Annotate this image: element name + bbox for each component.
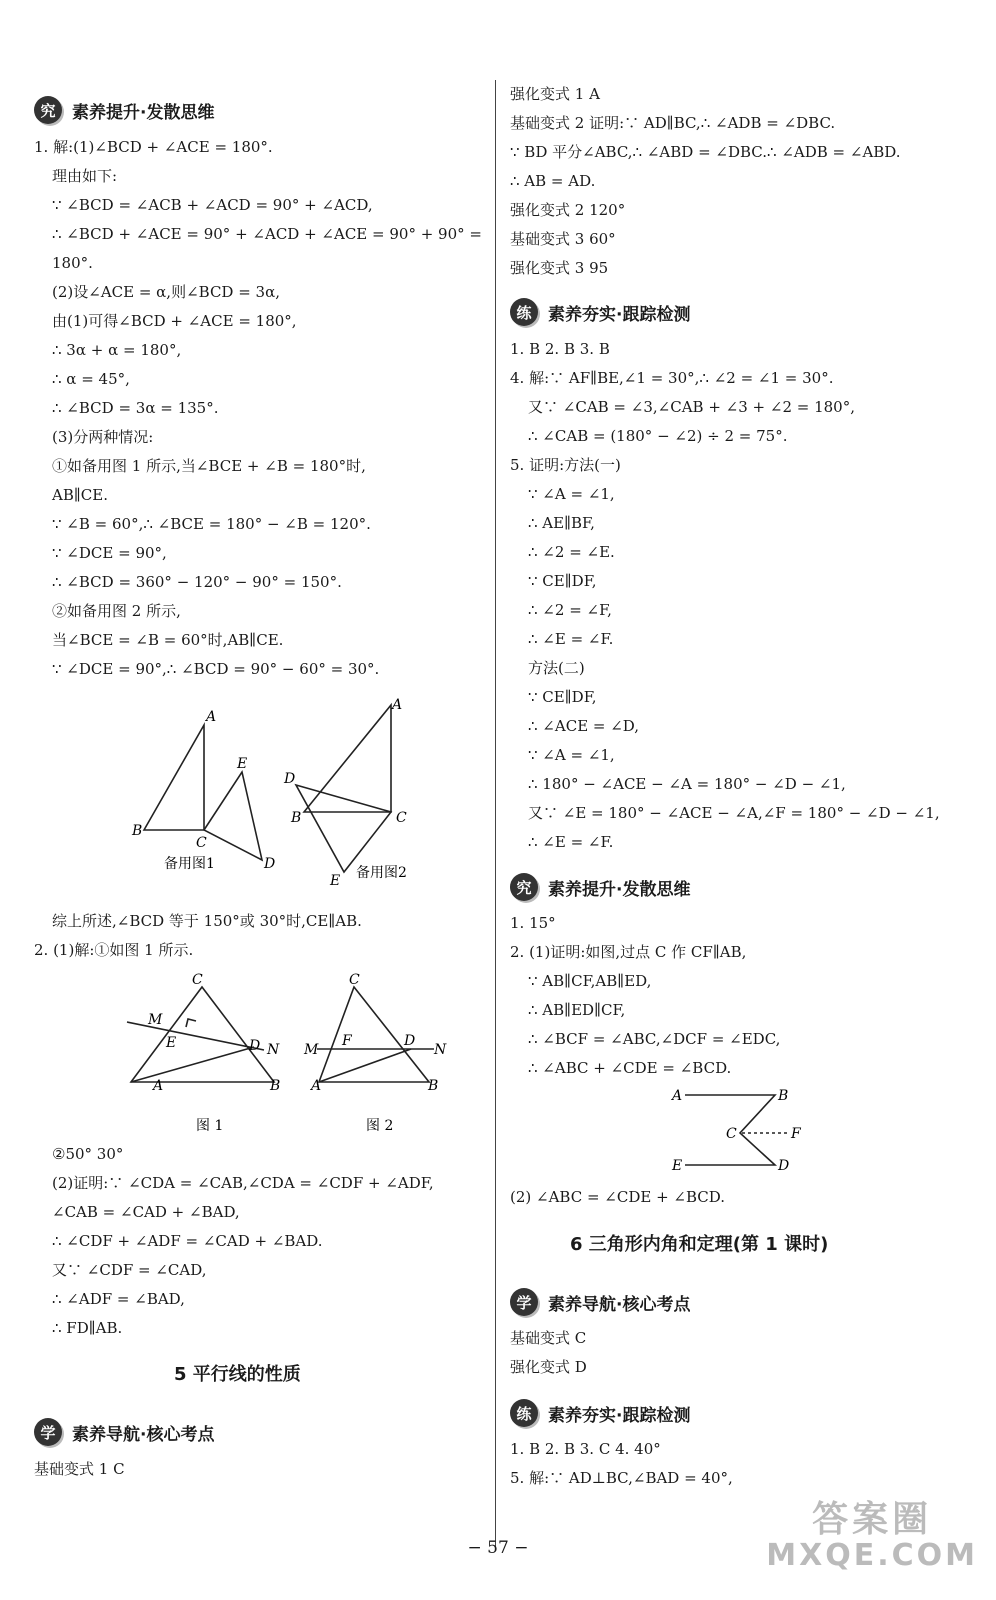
answer-line: 1. 15°: [510, 914, 556, 932]
fig1-label-a: A: [206, 709, 217, 725]
chapter-title-5: 5 平行线的性质: [174, 1364, 301, 1385]
answer-line: ∵ AB∥CF,AB∥ED,: [528, 972, 652, 990]
zigzag-label-e: E: [672, 1158, 683, 1174]
answer-line: ∴ ∠BCF = ∠ABC,∠DCF = ∠EDC,: [528, 1030, 781, 1048]
answer-line: 5. 解:∵ AD⊥BC,∠BAD = 40°,: [510, 1469, 733, 1487]
fig1-label-d: D: [264, 856, 276, 872]
answer-line: ∵ CE∥DF,: [528, 688, 597, 706]
answer-line: 2. (1)证明:如图,过点 C 作 CF∥AB,: [510, 943, 747, 961]
answer-line: 强化变式 2 120°: [510, 201, 626, 219]
answer-line: 基础变式 2 证明:∵ AD∥BC,∴ ∠ADB = ∠DBC.: [510, 114, 836, 132]
section-header-explore-2: [510, 872, 690, 902]
answer-line: ∴ 180° − ∠ACE − ∠A = 180° − ∠D − ∠1,: [528, 775, 846, 793]
answer-line: ∵ ∠A = ∠1,: [528, 485, 615, 503]
answer-line: ∴ ∠ADF = ∠BAD,: [52, 1290, 185, 1308]
zigzag-figure: [670, 1082, 820, 1177]
q2-fig1-triangle: [131, 987, 274, 1082]
fig2-label-e: E: [330, 873, 341, 889]
answer-line: ②如备用图 2 所示,: [52, 602, 181, 620]
chapter-title-6: 6 三角形内角和定理(第 1 课时): [570, 1234, 829, 1255]
answer-line: ①如备用图 1 所示,当∠BCE + ∠B = 180°时,: [52, 457, 366, 475]
q2-fig1-label-b: B: [270, 1078, 281, 1094]
q2-fig1-label-m: M: [148, 1012, 163, 1028]
section-title: 素养导航·核心考点: [548, 1294, 691, 1315]
section-title: 素养夯实·跟踪检测: [548, 1405, 691, 1426]
q2-fig1-label-c: C: [192, 972, 203, 988]
q2-fig2-label-m: M: [304, 1042, 319, 1058]
answer-line: 180°.: [52, 254, 93, 272]
answer-line: 强化变式 D: [510, 1358, 587, 1376]
q2-fig2-caption: 图 2: [366, 1118, 394, 1134]
answer-line: ∴ ∠ABC + ∠CDE = ∠BCD.: [528, 1059, 732, 1077]
answer-line: 强化变式 3 95: [510, 259, 609, 277]
answer-line: ∴ FD∥AB.: [52, 1319, 123, 1337]
answer-line: AB∥CE.: [52, 486, 108, 504]
answer-line: ∴ AE∥BF,: [528, 514, 595, 532]
q2-fig2-label-d: D: [404, 1033, 416, 1049]
answer-line: ∴ ∠BCD + ∠ACE = 90° + ∠ACD + ∠ACE = 90° + 90° =: [52, 225, 482, 243]
answer-line: 1. B 2. B 3. B: [510, 340, 610, 358]
answer-line: ∴ 3α + α = 180°,: [52, 341, 182, 359]
answer-line: 又∵ ∠CAB = ∠3,∠CAB + ∠3 + ∠2 = 180°,: [528, 398, 855, 416]
answer-line: ∴ ∠E = ∠F.: [528, 833, 614, 851]
fig2-caption: 备用图2: [356, 865, 407, 881]
backup-fig1-triangle-abc: [144, 725, 204, 830]
answer-line: ∵ ∠A = ∠1,: [528, 746, 615, 764]
fig2-label-d: D: [284, 771, 296, 787]
column-divider: [495, 80, 496, 1550]
zigzag-label-c: C: [726, 1126, 737, 1142]
q2-fig1-label-a: A: [153, 1078, 164, 1094]
section-header-practice-2: [510, 1398, 690, 1428]
section-header-explore: [34, 95, 214, 125]
answer-line: 基础变式 C: [510, 1329, 587, 1347]
watermark-logo: [766, 1499, 978, 1574]
q2-fig1-segment-ad: [131, 1047, 254, 1082]
q2-fig1-right-angle-mark: [186, 1019, 196, 1027]
zigzag-label-a: A: [672, 1088, 683, 1104]
backup-fig1-triangle-cde: [204, 772, 262, 860]
answer-line: ∠CAB = ∠CAD + ∠BAD,: [52, 1203, 240, 1221]
answer-line: ∵ BD 平分∠ABC,∴ ∠ABD = ∠DBC.∴ ∠ADB = ∠ABD.: [510, 143, 901, 161]
answer-line: (2)设∠ACE = α,则∠BCD = 3α,: [52, 283, 280, 301]
section-title: 素养夯实·跟踪检测: [548, 304, 691, 325]
answer-line: ∴ ∠2 = ∠F,: [528, 601, 612, 619]
q2-fig2-label-f: F: [342, 1033, 352, 1049]
page-number: − 57 −: [467, 1538, 529, 1558]
answer-line: ∴ AB = AD.: [510, 172, 596, 190]
q2-fig1-caption: 图 1: [196, 1118, 224, 1134]
zigzag-label-d: D: [778, 1158, 790, 1174]
answer-line: ∴ ∠CAB = (180° − ∠2) ÷ 2 = 75°.: [528, 427, 788, 445]
section-header-learn-2: [510, 1287, 690, 1317]
answer-line: ∴ ∠BCD = 360° − 120° − 90° = 150°.: [52, 573, 342, 591]
watermark-text-2: MXQE.COM: [766, 1538, 978, 1573]
answer-line: (2) ∠ABC = ∠CDE + ∠BCD.: [510, 1188, 726, 1206]
fig1-label-e: E: [237, 756, 248, 772]
section-title: 素养导航·核心考点: [72, 1424, 215, 1445]
answer-line: ∵ ∠DCE = 90°,: [52, 544, 167, 562]
section-header-practice: [510, 297, 690, 327]
answer-line: 强化变式 1 A: [510, 85, 600, 103]
section-title: 素养提升·发散思维: [72, 102, 215, 123]
q2-fig1-label-d: D: [249, 1038, 261, 1054]
answer-line: 方法(二): [528, 659, 585, 677]
q2-figures: [104, 970, 447, 1140]
answer-line: ∴ ∠CDF + ∠ADF = ∠CAD + ∠BAD.: [52, 1232, 323, 1250]
practice-badge-icon: 练: [510, 298, 538, 326]
answer-line: ∴ ∠BCD = 3α = 135°.: [52, 399, 219, 417]
answer-line: 1. B 2. B 3. C 4. 40°: [510, 1440, 661, 1458]
section-header-learn: [34, 1417, 214, 1447]
answer-line: ∵ CE∥DF,: [528, 572, 597, 590]
answer-line: 2. (1)解:①如图 1 所示.: [34, 941, 194, 959]
answer-line: 综上所述,∠BCD 等于 150°或 30°时,CE∥AB.: [52, 912, 362, 930]
answer-line: 又∵ ∠CDF = ∠CAD,: [52, 1261, 207, 1279]
answer-line: ∵ ∠BCD = ∠ACB + ∠ACD = 90° + ∠ACD,: [52, 196, 373, 214]
answer-line: 由(1)可得∠BCD + ∠ACE = 180°,: [52, 312, 297, 330]
answer-line: ∴ ∠ACE = ∠D,: [528, 717, 640, 735]
fig2-label-c: C: [396, 810, 407, 826]
q2-fig2-label-n: N: [434, 1042, 447, 1058]
answer-line: 5. 证明:方法(一): [510, 456, 621, 474]
fig2-label-a: A: [392, 697, 403, 713]
answer-line: ②50° 30°: [52, 1145, 124, 1163]
answer-line: 当∠BCE = ∠B = 60°时,AB∥CE.: [52, 631, 284, 649]
learn-badge-icon: 学: [34, 1418, 62, 1446]
answer-line: 4. 解:∵ AF∥BE,∠1 = 30°,∴ ∠2 = ∠1 = 30°.: [510, 369, 834, 387]
fig1-label-b: B: [132, 823, 143, 839]
answer-line: (2)证明:∵ ∠CDA = ∠CAB,∠CDA = ∠CDF + ∠ADF,: [52, 1174, 434, 1192]
answer-line: 又∵ ∠E = 180° − ∠ACE − ∠A,∠F = 180° − ∠D − ∠1,: [528, 804, 940, 822]
q2-fig2-label-b: B: [428, 1078, 439, 1094]
q2-fig1-label-n: N: [267, 1042, 280, 1058]
answer-line: (3)分两种情况:: [52, 428, 154, 446]
section-title: 素养提升·发散思维: [548, 879, 691, 900]
answer-line: ∴ α = 45°,: [52, 370, 130, 388]
answer-line: ∵ ∠DCE = 90°,∴ ∠BCD = 90° − 60° = 30°.: [52, 660, 380, 678]
answer-line: 基础变式 1 C: [34, 1460, 125, 1478]
zigzag-label-b: B: [778, 1088, 789, 1104]
answer-line: 基础变式 3 60°: [510, 230, 616, 248]
explore-badge-icon: 究: [510, 873, 538, 901]
answer-line: ∵ ∠B = 60°,∴ ∠BCE = 180° − ∠B = 120°.: [52, 515, 371, 533]
q2-fig2-label-a: A: [311, 1078, 322, 1094]
answer-line: ∴ ∠2 = ∠E.: [528, 543, 615, 561]
zigzag-label-f: F: [791, 1126, 801, 1142]
watermark-text-1: 答案圈: [812, 1499, 933, 1540]
answer-line: 理由如下:: [52, 167, 118, 185]
q2-fig1-label-e: E: [166, 1035, 177, 1051]
backup-figures: [124, 695, 454, 895]
explore-badge-icon: 究: [34, 96, 62, 124]
fig2-label-b: B: [291, 810, 302, 826]
backup-fig2-triangle-cde: [296, 785, 391, 872]
answer-line: ∴ ∠E = ∠F.: [528, 630, 614, 648]
q2-fig2-label-c: C: [349, 972, 360, 988]
practice-badge-icon: 练: [510, 1399, 538, 1427]
answer-line: ∴ AB∥ED∥CF,: [528, 1001, 626, 1019]
q2-fig2-segment-ad: [319, 1049, 411, 1082]
fig1-label-c: C: [196, 835, 207, 851]
learn-badge-icon: 学: [510, 1288, 538, 1316]
fig1-caption: 备用图1: [164, 856, 215, 872]
answer-line: 1. 解:(1)∠BCD + ∠ACE = 180°.: [34, 138, 273, 156]
backup-fig2-triangle-abc: [304, 705, 391, 812]
